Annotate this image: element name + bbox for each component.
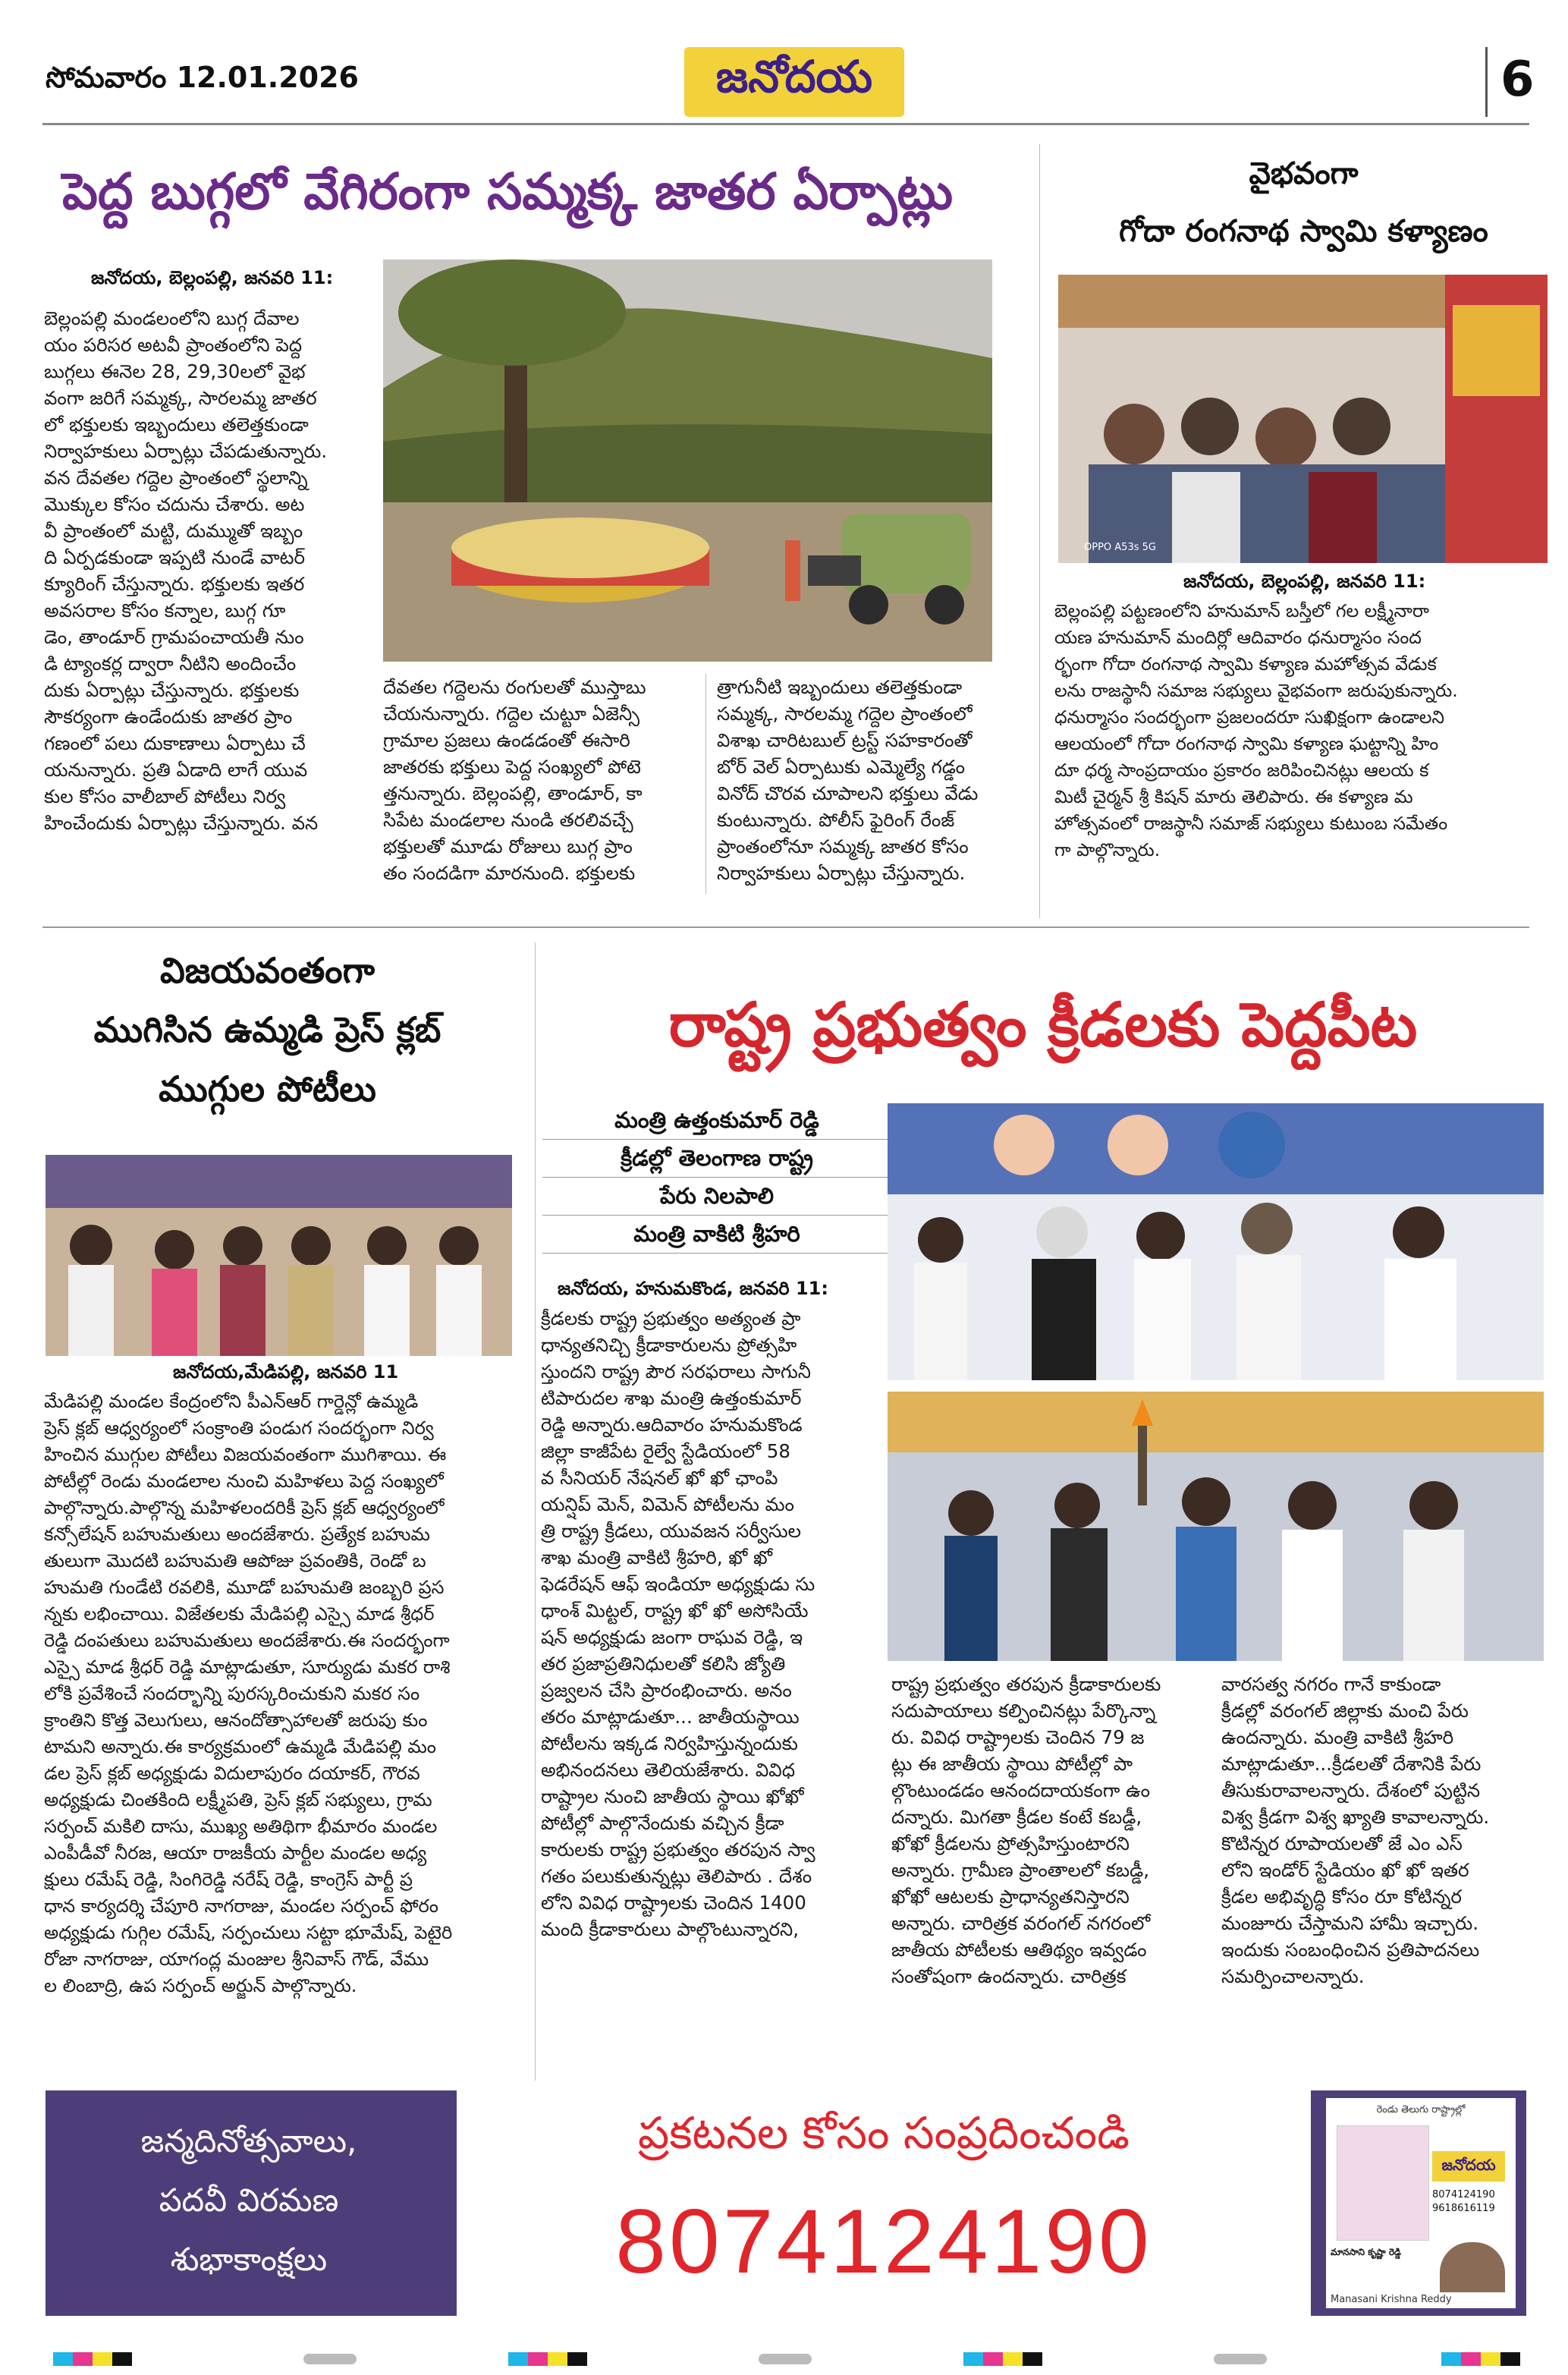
camera-watermark: OPPO A53s 5G <box>1084 542 1156 553</box>
newspaper-logo <box>684 47 904 117</box>
yellow-swatch <box>1003 2352 1023 2366</box>
body-column-1: బెల్లంపల్లి మండలంలోని బుగ్గ దేవాల యం పరిసర అటవీ ప్రాంతంలోని పెద్ద బుగ్గలు ఈనెల 28, 29,30లలో వైభ వంగా జరిగే సమ్మక్క, సారలమ్మ జాతర లో భక్తులకు ఇబ్బందులు తలెత్తకుండా నిర్వాహకులు ఏర్పాట్లు చేపడుతున్నారు. వన దేవతల గద్దెల ప్రాంతంలో స్థలాన్ని మొక్కుల కోసం చదును చేశారు. అట వీ ప్రాంతంలో మట్టి, దుమ్ముతో ఇబ్బం ది ఏర్పడకుండా ఇప్పటి నుండే వాటర్ క్యూరింగ్ చేస్తున్నారు. భక్తులకు ఇతర అవసరాల కోసం కన్నాల, బుగ్గ గూ డెం, తాండూర్ గ్రామపంచాయతీ నుం డి ట్యాంకర్ల ద్వారా నీటిని అందించేం దుకు ఏర్పాట్లు చేస్తున్నారు. భక్తులకు సౌకర్యంగా ఉండేందుకు జాతర ప్రాం గణంలో పలు దుకాణాలు ఏర్పాటు చే యనున్నారు. ప్రతి ఏడాది లాగే యువ కుల కోసం వాలీబాల్ పోటీలు నిర్వ హించేందుకు ఏర్పాట్లు చేస్తున్నారు. వన <box>44 307 328 834</box>
body-column-1: క్రీడలకు రాష్ట్ర ప్రభుత్వం అత్యంత ప్రా ధాన్యతనిచ్చి క్రీడాకారులను ప్రోత్సహి స్తుందని రాష్ట్ర పౌర సరఫరాలు సాగునీ టిపారుదల శాఖ మంత్రి ఉత్తంకుమార్ రెడ్డి అన్నారు.ఆదివారం హనుమకొండ జిల్లా కాజీపేట రైల్వే స్టేడియంలో 58 వ సీనియర్ నేషనల్ ఖో ఖో ఛాంపి యన్షిప్ మెన్, విమెన్ పోటీలను మం త్రి రాష్ట్ర క్రీడలు, యువజన సర్వీసుల శాఖ మంత్రి వాకిటి శ్రీహరి, ఖో ఖో ఫెడరేషన్ ఆఫ్ ఇండియా అధ్యక్షుడు సు ధాంశ్ మిట్టల్, రాష్ట్ర ఖో ఖో అసోసియే షన్ అధ్యక్షుడు జంగా రాఘవ రెడ్డి, ఇ తర ప్రజాప్రతినిధులతో కలిసి జ్యోతి ప్రజ్వలన చేసి ప్రారంభించారు. అనం తరం మాట్లాడుతూ... జాతీయస్థాయి పోటీలను ఇక్కడ నిర్వహిస్తున్నందుకు అభినందనలు తెలియజేశారు. వివిధ రాష్ట్రాల నుంచి జాతీయ స్థాయి ఖోఖో పోటీల్లో పాల్గొనేందుకు వచ్చిన క్రీడా కారులకు రాష్ట్ర ప్రభుత్వం తరపున స్వా గతం పలుకుతున్నట్లు తెలిపారు . దేశం లోని వివిధ రాష్ట్రాలకు చెందిన 1400 మంది క్రీడాకారులు పాల్గొంటున్నారని, <box>541 1307 815 1940</box>
ad-main-panel <box>457 2090 1311 2316</box>
ad-side-heading: రెండు తెలుగు రాష్ట్రాల్లో <box>1376 2104 1466 2115</box>
article-muggula-poteelu <box>0 927 535 2088</box>
jathara-scene <box>383 260 992 662</box>
headline-line-2: ముగిసిన ఉమ్మడి ప్రెస్ క్లబ్ <box>93 1009 441 1050</box>
headline-line-2: గోదా రంగనాథ స్వామి కళ్యాణం <box>1119 214 1488 249</box>
page-number-divider <box>1485 47 1488 117</box>
magenta-swatch <box>73 2352 93 2366</box>
ad-left-line-2: పదవీ విరమణ <box>159 2182 339 2219</box>
cyan-swatch <box>53 2352 73 2366</box>
ad-side-logo <box>1432 2151 1505 2182</box>
issue-date: సోమవారం 12.01.2026 <box>46 61 359 94</box>
gray-bar <box>1214 2354 1267 2364</box>
deck <box>542 1102 891 1254</box>
jathara-photo <box>383 260 992 662</box>
advertisement-banner <box>46 2090 1526 2316</box>
dateline: జనోదయ, బెల్లంపల్లి, జనవరి 11: <box>1183 571 1426 592</box>
headline-line-1: వైభవంగా <box>1249 156 1359 191</box>
torch-scene <box>888 1392 1544 1661</box>
ad-side-phone-1: 8074124190 <box>1432 2189 1495 2200</box>
deck-line-4: మంత్రి వాకిటి శ్రీహరి <box>542 1216 891 1254</box>
inauguration-scene <box>888 1103 1544 1380</box>
yellow-swatch <box>548 2352 567 2366</box>
masthead <box>0 0 1568 129</box>
article-goda-kalyanam <box>1039 129 1568 926</box>
deck-line-2: క్రీడల్లో తెలంగాణ రాష్ట్ర <box>542 1140 891 1178</box>
column-divider <box>705 674 706 894</box>
deck-line-1: మంత్రి ఉత్తంకుమార్ రెడ్డి <box>542 1102 891 1140</box>
headline-line-3: ముగ్గుల పోటీలు <box>159 1068 376 1109</box>
black-swatch <box>112 2352 132 2366</box>
magenta-swatch <box>528 2352 548 2366</box>
dateline: జనోదయ,మేడిపల్లి, జనవరి 11 <box>173 1361 399 1383</box>
body-column-2: రాష్ట్ర ప్రభుత్వం తరపున క్రీడాకారులకు సదుపాయాలు కల్పించినట్లు పేర్కొన్నా రు. వివిధ రాష్ట్రాలకు చెందిన 79 జ ట్లు ఈ జాతీయ స్థాయి పోటీల్లో పా ల్గొంటుండడం ఆనందదాయకంగా ఉం దన్నారు. మిగతా క్రీడల కంటే కబడ్డీ, ఖోఖో క్రీడలను ప్రోత్సహిస్తుంటారని అన్నారు. గ్రామీణ ప్రాంతాలలో కబడ్డీ, ఖోఖో ఆటలకు ప్రాధాన్యతనిస్తారని అన్నారు. చారిత్రక వరంగల్ నగరంలో జాతీయ పోటీలకు ఆతిథ్యం ఇవ్వడం సంతోషంగా ఉందన్నారు. చారిత్రక <box>891 1673 1161 1987</box>
gray-bar <box>303 2354 357 2364</box>
magenta-swatch <box>1461 2352 1481 2366</box>
gray-bar <box>759 2354 812 2364</box>
article-kreedalu <box>535 927 1568 2088</box>
cyan-swatch <box>1441 2352 1461 2366</box>
cyan-swatch <box>508 2352 528 2366</box>
body-column-3: త్రాగునీటి ఇబ్బందులు తలెత్తకుండా సమ్మక్క, సారలమ్మ గద్దెల ప్రాంతంలో విశాఖ చారిటబుల్ ట్రస్ట్ సహకారంతో బోర్ వెల్ ఏర్పాటుకు ఎమ్మెల్యే గడ్డం వినోద్ చొరవ చూపాలని భక్తులు వేడు కుంటున్నారు. పోలీస్ ఫైరింగ్ రేంజ్ ప్రాంతంలోనూ సమ్మక్క జాతర కోసం నిర్వాహకులు ఏర్పాట్లు చేస్తున్నారు. <box>717 676 979 884</box>
ad-left-line-1: జన్మదినోత్సవాలు, <box>140 2122 357 2160</box>
yellow-swatch <box>1481 2352 1500 2366</box>
black-swatch <box>1500 2352 1520 2366</box>
ad-side-paper-thumb <box>1337 2125 1429 2241</box>
ad-side-name: మానసాని కృష్ణా రెడ్డి <box>1331 2247 1401 2257</box>
magenta-swatch <box>983 2352 1003 2366</box>
kalyanam-photo <box>1058 275 1548 563</box>
logo-text: జనోదయ <box>715 50 873 102</box>
page-number: 6 <box>1500 52 1535 108</box>
ad-phone-number[interactable]: 8074124190 <box>615 2191 1152 2292</box>
color-registration-bar <box>0 2352 1568 2367</box>
body-text: బెల్లంపల్లి పట్టణంలోని హనుమాన్ బస్తీలో గల లక్ష్మీనారా యణ హనుమాన్ మందిర్లో ఆదివారం ధనుర్మాసం సంద ర్భంగా గోదా రంగనాథ స్వామి కళ్యాణ మహోత్సవ వేడుక లను రాజస్థానీ సమాజ సభ్యులు వైభవంగా జరుపుకున్నారు. ధనుర్మాసం సందర్భంగా ప్రజలందరూ సుఖిక్షంగా ఉండాలని ఆలయంలో గోదా రంగనాథ స్వామి కళ్యాణ ఘట్టాన్ని హిం దూ ధర్మ సాంప్రదాయం ప్రకారం జరిపించినట్లు ఆలయ క మిటీ చైర్మన్ శ్రీ కిషన్ మారు తెలిపారు. ఈ కళ్యాణ మ హోత్సవంలో రాజస్థానీ సమాజ్ సభ్యులు కుటుంబ సమేతం గా పాల్గొన్నారు. <box>1054 600 1458 860</box>
article-sammakka <box>0 129 1047 926</box>
section-divider <box>535 942 536 2081</box>
prize-photo <box>46 1155 512 1356</box>
headline-line-1: విజయవంతంగా <box>160 950 375 991</box>
torch-photo <box>888 1392 1544 1661</box>
body-column-2: దేవతల గద్దెలను రంగులతో ముస్తాబు చేయనున్నారు. గద్దెల చుట్టూ ఏజెన్సీ గ్రామాల ప్రజలు ఉండడంతో ఈసారి జాతరకు భక్తులు పెద్ద సంఖ్యలో పోటె త్తనున్నారు. బెల్లంపల్లి, తాండూర్, కా సిపేట మండలాల నుండి తరలివచ్చే భక్తులతో మూడు రోజులు బుగ్గ ప్రాం తం సందడిగా మారనుంది. భక్తులకు <box>383 676 646 884</box>
ad-side-portrait <box>1440 2242 1505 2292</box>
ad-side-card <box>1326 2098 1516 2308</box>
ad-main-line: ప్రకటనల కోసం సంప్రదించండి <box>637 2107 1130 2159</box>
dateline: జనోదయ, బెల్లంపల్లి, జనవరి 11: <box>91 267 334 288</box>
dateline: జనోదయ, హనుమకొండ, జనవరి 11: <box>558 1278 828 1299</box>
cyan-swatch <box>963 2352 983 2366</box>
section-divider <box>1039 144 1040 918</box>
ad-side-footer: Manasani Krishna Reddy <box>1331 2294 1452 2305</box>
yellow-swatch <box>93 2352 112 2366</box>
black-swatch <box>567 2352 587 2366</box>
headline: పెద్ద బుగ్గలో వేగిరంగా సమ్మక్క జాతర ఏర్పాట్లు <box>62 162 954 221</box>
ad-side-phone-2: 9618616119 <box>1432 2203 1495 2214</box>
black-swatch <box>1023 2352 1042 2366</box>
body-text: మేడిపల్లి మండల కేంద్రంలోని పీఎన్ఆర్ గార్డెన్లో ఉమ్మడి ప్రెస్ క్లబ్ ఆధ్వర్యంలో సంక్రాంతి పండుగ సందర్భంగా నిర్వ హించిన ముగ్గుల పోటీలు విజయవంతంగా ముగిశాయి. ఈ పోటీల్లో రెండు మండలాల నుంచి మహిళలు పెద్ద సంఖ్యలో పాల్గొన్నారు.పాల్గొన్న మహిళలందరికీ ప్రెస్ క్లబ్ ఆధ్వర్యంలో కన్సోలేషన్ బహుమతులు అందజేశారు. ప్రత్యేక బహుమ తులుగా మొదటి బహుమతి ఆపోజు ప్రవంతికి, రెండో బ హుమతి గుండేటి రవలికి, మూడో బహుమతి జంబ్బరి ప్రస న్నకు లభించాయి. విజేతలకు మేడిపల్లి ఎస్సై మాడ శ్రీధర్ రెడ్డి దంపతులు బహుమతులు అందజేశారు.ఈ సందర్భంగా ఎస్సై మాడ శ్రీధర్ రెడ్డి మాట్లాడుతూ, సూర్యుడు మకర రాశి లోకి ప్రవేశించే సందర్భాన్ని పురస్కరించుకుని మకర సం క్రాంతిని కొత్త వెలుగులు, ఆనందోత్సాహాలతో జరుపు కుం టామని అన్నారు.ఈ కార్యక్రమంలో ఉమ్మడి మేడిపల్లి మం డల ప్రెస్ క్లబ్ అధ్యక్షుడు విదులాపురం దయాకర్, గౌరవ అధ్యక్షుడు చింతకింది లక్ష్మీపతి, ప్రెస్ క్లబ్ సభ్యులు, గ్రామ సర్పంచ్ మకిలి దాసు, ముఖ్య అతిథిగా భీమారం మండల ఎంపీడీవో నీరజ, ఆయా రాజకీయ పార్టీల మండల అధ్య క్షులు రమేష్ రెడ్డి, సింగిరెడ్డి నరేష్ రెడ్డి, కాంగ్రెస్ పార్టీ ప్ర ధాన కార్యదర్శి చేపూరి నాగరాజు, మండల సర్పంచ్ ఫోరం అధ్యక్షుడు గుగ్గిల రమేష్, సర్పంచులు సట్టా భూమేష్, పెటైరి రోజా నాగరాజు, యాగంద్ల మంజుల శ్రీనివాస్ గౌడ్, వేము ల లింబాద్రి, ఉప సర్పంచ్ అర్జున్ పాల్గొన్నారు. <box>44 1391 453 1996</box>
prize-scene <box>46 1155 512 1356</box>
ad-left-line-3: శుభాకాంక్షలు <box>170 2241 328 2278</box>
headline: రాష్ట్ర ప్రభుత్వం క్రీడలకు పెద్దపీట <box>668 989 1418 1060</box>
inauguration-photo <box>888 1103 1544 1380</box>
ad-side-logo-text: జనోదయ <box>1441 2155 1496 2174</box>
body-column-3: వారసత్వ నగరం గానే కాకుండా క్రీడల్లో వరంగల్ జిల్లాకు మంచి పేరు ఉందన్నారు. మంత్రి వాకిటి శ్రీహరి మాట్లాడుతూ...క్రీడలతో దేశానికి పేరు తీసుకురావాలన్నారు. దేశంలో పుట్టిన విశ్వ క్రీడగా విశ్వ ఖ్యాతి కావాలన్నారు. కొటిన్నర రూపాయలతో జే ఎం ఎస్ లోని ఇండోర్ స్టేడియం ఖో ఖో ఇతర క్రీడల అభివృద్ధి కోసం రూ కోటిన్నర మంజూరు చేస్తామని హామీ ఇచ్చారు. ఇందుకు సంబంధించిన ప్రతిపాదనలు సమర్పించాలన్నారు. <box>1221 1673 1490 1987</box>
kalyanam-scene <box>1058 275 1548 563</box>
deck-line-3: పేరు నిలపాలి <box>542 1178 891 1216</box>
masthead-rule <box>42 123 1529 125</box>
